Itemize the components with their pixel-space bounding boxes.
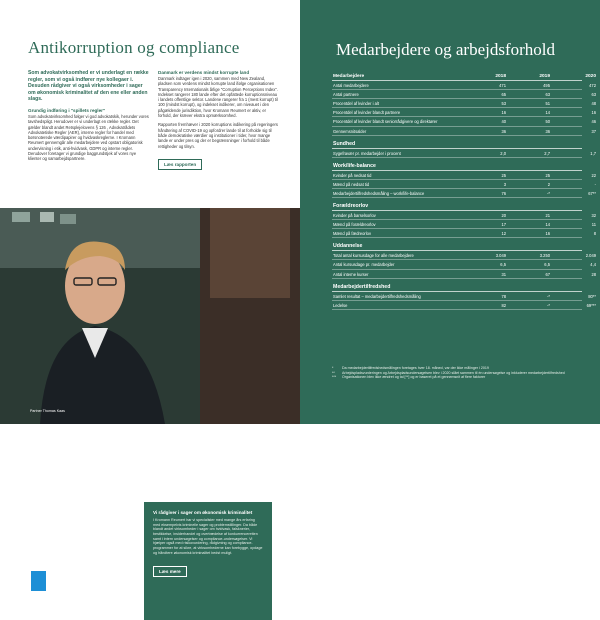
row-value: 3.049 bbox=[495, 253, 506, 259]
row-value: 50 bbox=[545, 119, 550, 125]
row-label: Antal medarbejdere bbox=[333, 83, 369, 89]
row-value: 8 bbox=[593, 231, 596, 237]
row-value: 40 bbox=[501, 119, 506, 125]
footnotes bbox=[332, 366, 588, 380]
row-label: Total antal kursusdage for alle medarbejdere bbox=[333, 253, 414, 259]
column-intro bbox=[28, 70, 150, 166]
row-label: Antal interne kurser bbox=[333, 271, 369, 277]
row-value: -* bbox=[547, 293, 550, 299]
row-label: Medarbejdertilfredshedsmåling – work/life-balance bbox=[333, 190, 425, 196]
row-value: 63 bbox=[591, 92, 596, 98]
table-row bbox=[332, 189, 596, 198]
row-value: 65 bbox=[501, 92, 506, 98]
table-section-header bbox=[332, 158, 582, 171]
table-row bbox=[332, 108, 596, 117]
footnote-mark: ** bbox=[332, 370, 335, 375]
page-title-employees: Medarbejdere og arbejdsforhold bbox=[336, 40, 556, 59]
row-value: - bbox=[594, 181, 596, 187]
row-label: Antal kursusdage pr. medarbejder bbox=[333, 262, 395, 268]
table-row bbox=[332, 211, 596, 220]
row-value: -* bbox=[547, 190, 550, 196]
row-value: 14 bbox=[545, 110, 550, 116]
section-title: Work/life-balance bbox=[333, 162, 376, 169]
footnote-text: Organisationen blev ikke ændret og tal [**] og er baseret på et gennemsnit af flere faktorer bbox=[342, 375, 486, 380]
row-value: 63 bbox=[545, 92, 550, 98]
row-value: 14 bbox=[545, 222, 550, 228]
table-row bbox=[332, 220, 596, 229]
footnote-mark: * bbox=[332, 366, 334, 370]
section-title: Medarbejdere bbox=[333, 74, 365, 79]
row-value: 16 bbox=[501, 110, 506, 116]
table-section-header bbox=[332, 198, 582, 211]
table-row bbox=[332, 99, 596, 108]
table-row bbox=[332, 292, 596, 301]
table-row bbox=[332, 127, 596, 136]
footnote-text: Da medarbejdertilfredshedsmålingen foretages hver 18. måned, var der ikke målinger i 2019 bbox=[342, 366, 489, 370]
company-logo bbox=[30, 570, 47, 592]
row-value: 48 bbox=[591, 101, 596, 107]
table-row bbox=[332, 251, 596, 260]
row-value: -* bbox=[547, 302, 550, 308]
row-value: 20 bbox=[501, 213, 506, 219]
row-value: 67** bbox=[588, 190, 596, 196]
row-value: 25 bbox=[545, 172, 550, 178]
year-header: 2019 bbox=[539, 74, 550, 79]
left-page bbox=[0, 0, 300, 575]
rules-body: Som advokatvirksomhed følger vi god advokatskik, herunder vores tavshedspligt. Herudover er vi underlagt en række regler. Det gælder blandt andet Retsplejelovens § 126 , Advokatrådets Advokatetiske Regler (AER), interne regler for handel med børsnoterede værdipapirer og hvidvaskreglerne. I Kromann Reumert gennemgår alle medarbejdere ved opstart obligatorisk undervisning i etik, anti-hvidvask, GDPR og interne regler. Derudover foretager vi grundige baggrundstjek af vores nye klienter og samarbejdspartnere. bbox=[28, 113, 149, 162]
index-body-1: Danmark indtager igen i 2020, sammen med New Zealand, pladsen som verdens mindst korrupte land ifølge organisationen Transparency Internationals årlige "Corruption Perceptions Index". Indekset rangerer 180 lande efter det opfattede korruptionsniveau i landets offentlige sektor. Landene rangerer fra 1 (mest korrupt) til 100 (mindst korrupt), og indekset indikerer, om niveauet i den pågældende jurisdiktion, hvor Kromann Reumert er aktiv, er forhold, der kræver ekstra opmærksomhed. bbox=[158, 76, 278, 119]
row-value: 67 bbox=[545, 271, 550, 277]
economic-crime-box bbox=[144, 502, 272, 620]
table-row bbox=[332, 270, 596, 279]
row-value: 46 bbox=[591, 119, 596, 125]
year-header: 2018 bbox=[495, 74, 506, 79]
table-row bbox=[332, 171, 596, 180]
row-value: 36 bbox=[545, 128, 550, 134]
section-title: Sundhed bbox=[333, 140, 356, 147]
row-value: 31 bbox=[501, 271, 506, 277]
row-value: 2,7 bbox=[544, 150, 550, 156]
row-value: 471 bbox=[499, 83, 506, 89]
row-value: 53 bbox=[501, 101, 506, 107]
row-label: Mænd på fædreorlov bbox=[333, 231, 371, 237]
photo-caption: Partner Thomas Kaas bbox=[30, 409, 65, 413]
row-label: Ledelse bbox=[333, 302, 348, 308]
table-section-header bbox=[332, 279, 582, 292]
right-page bbox=[300, 0, 600, 424]
row-value: 16 bbox=[591, 110, 596, 116]
row-value: 80** bbox=[588, 293, 596, 299]
row-value: 6,5 bbox=[544, 262, 550, 268]
row-value: 12 bbox=[501, 231, 506, 237]
row-value: 76 bbox=[501, 190, 506, 196]
row-value: 36 bbox=[501, 128, 506, 134]
row-value: 6,5 bbox=[500, 262, 506, 268]
row-value: 37 bbox=[591, 128, 596, 134]
section-title: Medarbejdertilfredshed bbox=[333, 283, 391, 290]
row-value: 16 bbox=[545, 231, 550, 237]
row-label: Sygefravær pr. medarbejder i procent bbox=[333, 150, 401, 156]
row-value: 17 bbox=[501, 222, 506, 228]
section-title: Uddannelse bbox=[333, 243, 363, 250]
table-section-header bbox=[332, 72, 596, 81]
row-value: 32 bbox=[591, 213, 596, 219]
page-title-anticorruption: Antikorruption og compliance bbox=[28, 38, 240, 57]
table-section-header bbox=[332, 238, 582, 251]
employee-stats-table bbox=[332, 72, 596, 310]
table-row bbox=[332, 149, 596, 158]
row-value: 2.049 bbox=[585, 253, 596, 259]
row-value: 3.250 bbox=[539, 253, 550, 259]
table-section-header bbox=[332, 136, 582, 149]
index-heading: Danmark er verdens mindst korrupte land bbox=[158, 70, 250, 75]
economic-crime-title: Vi rådgiver i sager om økonomisk kriminalitet bbox=[153, 510, 253, 515]
portrait-illustration bbox=[0, 208, 300, 424]
row-value: 22 bbox=[591, 172, 596, 178]
footnote-mark: *** bbox=[332, 375, 337, 380]
table-row bbox=[332, 260, 596, 269]
row-label: Antal partnere bbox=[333, 92, 359, 98]
intro-text: Som advokatvirksomhed er vi underlagt en række regler, som vi også indfører nye kollegaer i. Desuden rådgiver vi også virksomheder i sager om økonomisk kriminalitet af den ene eller anden slags. bbox=[28, 70, 149, 103]
index-body-2: Rapporten fremhæver i 2020 korruptions indikering på regeringers håndtering af COVID-19 og opfordrer lande til at forholde sig til både demokratiske værdier og institutioner i tider, hvor mange lande er under pres og der er begrænsninger i forhold til både rettigheder og tilsyn. bbox=[158, 122, 278, 149]
row-label: Procentdel af kvinder i alt bbox=[333, 101, 379, 107]
row-value: 2 bbox=[547, 181, 550, 187]
row-value: 495 bbox=[543, 83, 550, 89]
table-row bbox=[332, 301, 596, 310]
row-value: 25 bbox=[501, 172, 506, 178]
row-value: 1,7 bbox=[590, 150, 596, 156]
table-row bbox=[332, 81, 596, 90]
row-value: 4,4 bbox=[590, 262, 596, 268]
partner-photo bbox=[0, 208, 300, 575]
row-label: Mænd på forældreorlov bbox=[333, 222, 376, 228]
row-label: Kvinder på nedsat tid bbox=[333, 172, 372, 178]
section-title: Forældreorlov bbox=[333, 203, 369, 210]
table-row bbox=[332, 117, 596, 126]
row-value: 11 bbox=[591, 222, 596, 228]
row-value: 21 bbox=[545, 213, 550, 219]
rules-heading: Grundig indføring i "spillets regler" bbox=[28, 107, 106, 113]
row-label: Samlet resultat – medarbejdertilfredshedsmåling bbox=[333, 293, 421, 299]
row-value: 472 bbox=[589, 83, 596, 89]
table-row bbox=[332, 180, 596, 189]
table-row bbox=[332, 90, 596, 99]
row-value: 69*** bbox=[586, 302, 596, 308]
row-value: 82 bbox=[501, 302, 506, 308]
row-label: Procentdel af kvinder blandt partnere bbox=[333, 110, 401, 116]
column-corruption-index bbox=[158, 70, 278, 171]
row-value: 28 bbox=[591, 271, 596, 277]
row-value: 3 bbox=[503, 181, 506, 187]
row-label: Procentdel af kvinder blandt seniorrådgivere og direktører bbox=[333, 119, 438, 125]
economic-crime-body: I Kromann Reumert har vi specialister med mange års erfaring med eksempelvis kriminelle sager og problemstillinger. Da både blandt andet virksomheder i sager om hvidvask, falsknerier, bestikkelse, insiderhandel og overtrædelse af konkurrenceretten samt i intern undersøgelser og compliance-undersøgelser. Vi hjælper også med risikovurdering, rådgivning og compliance-programmer for at sikre, at virksomhederne kan forebygge, opdage og håndtere økonomisk kriminalitet bedst muligt. bbox=[153, 517, 263, 555]
row-value: 78 bbox=[501, 293, 506, 299]
table-row bbox=[332, 229, 596, 238]
row-label: Mænd på nedsat tid bbox=[333, 181, 370, 187]
row-label: Kvinder på barselsorlov bbox=[333, 213, 376, 219]
footnote bbox=[332, 375, 588, 380]
row-label: Gennemsnitsalder bbox=[333, 128, 367, 134]
row-value: 2,0 bbox=[500, 150, 506, 156]
year-header: 2020 bbox=[585, 74, 596, 79]
read-report-button[interactable]: Læs rapporten bbox=[158, 159, 202, 170]
row-value: 51 bbox=[545, 101, 550, 107]
footnote-text: Arbejdspladsvurderingen og Arbejdspladsundersøgelsen blev i 2020 slået sammen til én undersøgelse og inkluderer medarbejdertilfredshed bbox=[342, 370, 565, 375]
read-more-button[interactable]: Læs mere bbox=[153, 566, 187, 577]
